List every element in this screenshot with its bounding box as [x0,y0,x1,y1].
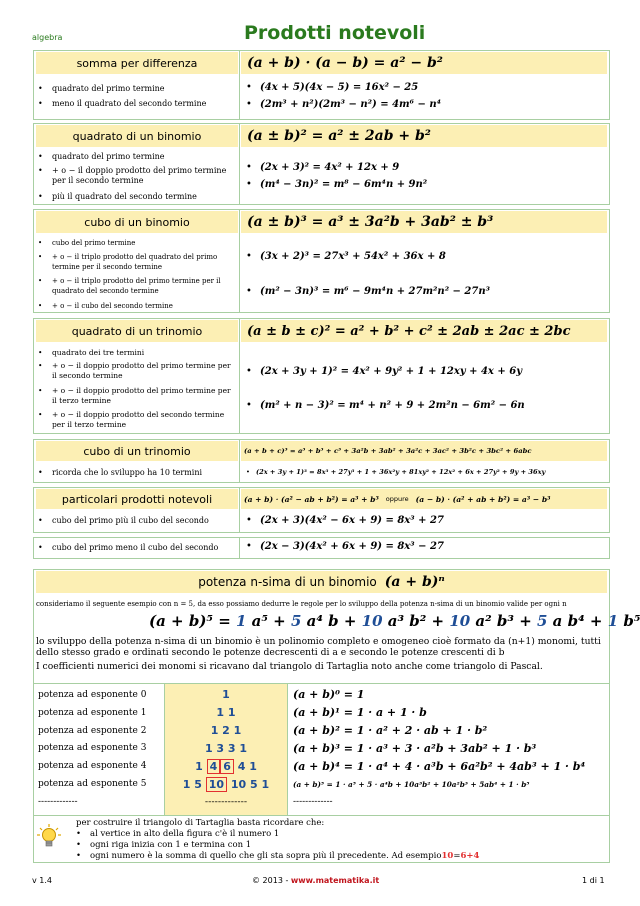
triangle-row: ------------- [204,797,248,807]
formula-special-products: (a + b) · (a² − ab + b²) = a³ + b³ oppure (a − b) · (a² + ab + b²) = a³ − b³ [241,489,607,509]
triangle-row: 1 5 10 10 5 1 [182,778,270,791]
tip-item: • ogni numero è la somma di quello che gli sta sopra più il precedente. Ad esempio 10 = 6 + 4 [76,851,480,861]
intro-text: consideriamo il seguente esempio con n = 5, da esso possiamo dedurre le regole per lo sviluppo della potenza n-sima di un binomio valide per ogni n [36,600,567,608]
example-formula: • (2x + 3)(4x² − 6x + 9) = 8x³ + 27 [246,515,444,526]
tip-item: • ogni riga inizia con 1 e termina con 1 [76,840,252,850]
section-title: quadrato di un binomio [36,125,238,147]
rule-item: • + o − il doppio prodotto del primo termine per il secondo termine [38,361,231,380]
section-title: quadrato di un trinomio [36,320,238,342]
rule-item: • ricorda che lo sviluppo ha 10 termini [38,468,203,477]
rule-item: • cubo del primo termine [38,239,136,247]
lightbulb-icon [37,824,61,850]
tip-item: • al vertice in alto della figura c'è il numero 1 [76,829,280,839]
expansion-row: (a + b)⁰ = 1 [293,688,365,701]
formula-sum-difference: (a + b) · (a − b) = a² − b² [241,52,607,74]
description-text: lo sviluppo della potenza n-sima di un binomio è un polinomio completo e omogeneo cioè formato da (n+1) monomi, tutti dello stesso grado e ordinati secondo le potenze decrescenti di a e secondo le potenze crescenti di b [36,636,601,658]
example-formula: • (2x + 3)² = 4x² + 12x + 9 [246,162,400,173]
power-label: potenza ad esponente 1 [38,708,147,718]
triangle-row: 1 3 3 1 [204,742,248,755]
formula-binomial-cube: (a ± b)³ = a³ ± 3a²b + 3ab² ± b³ [241,211,607,233]
site-link[interactable]: www.matematika.it [290,876,380,885]
formula-trinomial-cube: (a + b + c)³ = a³ + b³ + c³ + 3a²b + 3ab² + 3a²c + 3ac² + 3b²c + 3bc² + 6abc [241,441,607,461]
rule-item: • + o − il cubo del secondo termine [38,302,173,310]
power-label: potenza ad esponente 0 [38,690,147,700]
expansion-row: (a + b)¹ = 1 · a + 1 · b [293,706,427,719]
expansion-row: (a + b)⁵ = 1 · a⁵ + 5 · a⁴b + 10a³b² + 10a²b³ + 5ab⁴ + 1 · b⁵ [293,780,530,789]
power-label: potenza ad esponente 3 [38,743,147,753]
section-title: somma per differenza [36,52,238,74]
power-label: potenza ad esponente 4 [38,761,147,771]
rule-item: • quadrato del primo termine [38,152,165,161]
rule-item: • più il quadrato del secondo termine [38,192,197,201]
section-title: potenza n-sima di un binomio (a + b)ⁿ [36,571,607,593]
expansion-row: ------------- [293,797,333,807]
description-text: I coefficienti numerici dei monomi si ricavano dal triangolo di Tartaglia noto anche come triangolo di Pascal. [36,661,543,672]
rule-item: • quadrato del primo termine [38,84,165,93]
power-label: ------------- [38,797,78,807]
section-title: particolari prodotti notevoli [36,489,238,509]
expansion-row: (a + b)² = 1 · a² + 2 · ab + 1 · b² [293,724,488,737]
example-formula: • (4x + 5)(4x − 5) = 16x² − 25 [246,82,419,93]
example-formula: • (2x − 3)(4x² + 6x + 9) = 8x³ − 27 [246,541,444,552]
version-label: v 1.4 [32,876,52,885]
triangle-row: 1 1 [216,706,236,719]
rule-item: • cubo del primo più il cubo del secondo [38,516,209,525]
rule-item: • quadrato dei tre termini [38,348,145,357]
copyright: © 2013 - www.matematika.it [252,876,380,885]
triangle-row: 1 4 6 4 1 [195,760,257,773]
triangle-row: 1 2 1 [210,724,242,737]
formula-trinomial-square: (a ± b ± c)² = a² + b² + c² ± 2ab ± 2ac ± 2bc [241,320,607,342]
rule-item: • + o − il doppio prodotto del secondo termine per il terzo termine [38,410,225,429]
rule-item: • + o − il triplo prodotto del primo termine per il quadrato del secondo termine [38,277,221,295]
subject-label: algebra [32,33,63,42]
example-formula: • (2x + 3y + 1)³ = 8x³ + 27y³ + 1 + 36x²y + 81xy² + 12x² + 6x + 27y² + 9y + 36xy [246,468,546,476]
power-label: potenza ad esponente 2 [38,726,147,736]
section-title: cubo di un binomio [36,211,238,233]
rule-item: • meno il quadrato del secondo termine [38,99,207,108]
example-formula: • (2x + 3y + 1)² = 4x² + 9y² + 1 + 12xy + 4x + 6y [246,366,523,377]
power-label: potenza ad esponente 5 [38,779,147,789]
rule-item: • cubo del primo meno il cubo del secondo [38,543,219,552]
example-formula: • (2m³ + n²)(2m³ − n²) = 4m⁶ − n⁴ [246,99,442,110]
binomial-fifth-power: (a + b)⁵ = 1 a⁵ + 5 a⁴ b + 10 a³ b² + 10 a² b³ + 5 a b⁴ + 1 b⁵ [149,612,640,630]
formula-binomial-square: (a ± b)² = a² ± 2ab + b² [241,125,607,147]
expansion-row: (a + b)³ = 1 · a³ + 3 · a²b + 3ab² + 1 · b³ [293,742,537,755]
page-title: Prodotti notevoli [244,22,426,44]
example-formula: • (m⁴ − 3n)² = m⁸ − 6m⁴n + 9n² [246,179,428,190]
example-formula: • (m² − 3n)³ = m⁶ − 9m⁴n + 27m²n² − 27n³ [246,286,490,297]
expansion-row: (a + b)⁴ = 1 · a⁴ + 4 · a³b + 6a²b² + 4ab³ + 1 · b⁴ [293,760,586,773]
page-number: 1 di 1 [582,876,605,885]
tips-intro: per costruire il triangolo di Tartaglia basta ricordare che: [76,818,325,828]
example-formula: • (m² + n − 3)² = m⁴ + n² + 9 + 2m²n − 6m² − 6n [246,400,525,411]
example-formula: • (3x + 2)³ = 27x³ + 54x² + 36x + 8 [246,251,446,262]
rule-item: • + o − il doppio prodotto del primo termine per il terzo termine [38,386,231,405]
section-title: cubo di un trinomio [36,441,238,461]
rule-item: • + o − il doppio prodotto del primo termine per il secondo termine [38,166,227,185]
triangle-row: 1 [222,688,230,701]
rule-item: • + o − il triplo prodotto del quadrato del primo termine per il secondo termine [38,253,218,271]
